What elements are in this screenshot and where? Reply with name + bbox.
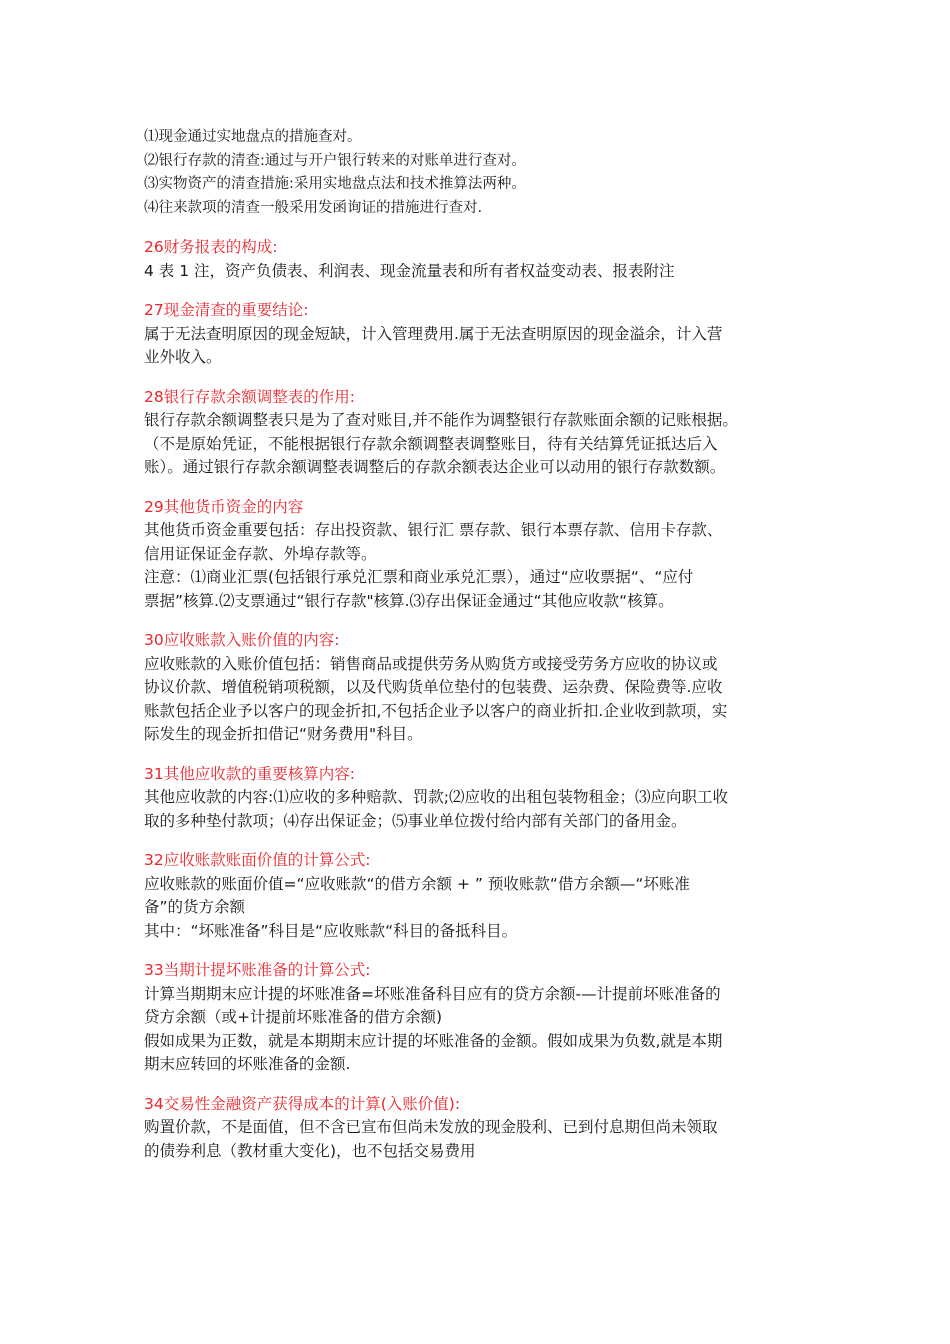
section-31: [144, 763, 810, 834]
body-line: 其他应收款的内容:⑴应收的多种赔款、罚款;⑵应收的出租包装物租金；⑶应向职工收: [144, 788, 728, 806]
section-body: [144, 1116, 810, 1163]
body-line: 应收账款的入账价值包括：销售商品或提供劳务从购货方或接受劳务方应收的协议或: [144, 654, 718, 673]
section-body: [144, 983, 810, 1077]
body-line: 的债券利息（教材重大变化)，也不包括交易费用: [144, 1141, 476, 1160]
body-line: 银行存款余额调整表只是为了查对账目,并不能作为调整银行存款账面余额的记账根据。: [144, 411, 738, 429]
section-28: [144, 386, 810, 480]
body-line: 应收账款的账面价值=“应收账款“的借方余额 + ” 预收账款“借方余额—“坏账准: [144, 874, 690, 893]
section-body: [144, 653, 810, 747]
body-line: 属于无法查明原因的现金短缺，计入管理费用.属于无法查明原因的现金溢余，计入营: [144, 324, 723, 343]
section-33: [144, 959, 810, 1077]
body-line: 4 表 1 注，资产负债表、利润表、现金流量表和所有者权益变动表、报表附注: [144, 261, 675, 280]
body-line: 购置价款，不是面值，但不含已宣布但尚未发放的现金股利、已到付息期但尚未领取: [144, 1118, 718, 1136]
body-line: 信用证保证金存款、外埠存款等。: [144, 544, 377, 563]
section-32: [144, 849, 810, 943]
section-heading: 26财务报表的构成:: [144, 238, 278, 256]
body-line: 业外收入。: [144, 348, 222, 366]
body-line: 账款包括企业予以客户的现金折扣,不包括企业予以客户的商业折扣.企业收到款项，实: [144, 701, 728, 720]
body-line: 计算当期期末应计提的坏账准备=坏账准备科目应有的贷方余额-—计提前坏账准备的: [144, 984, 721, 1003]
body-line: 期末应转回的坏账准备的金额.: [144, 1055, 351, 1073]
section-heading: 30应收账款入账价值的内容:: [144, 631, 340, 649]
body-line: 协议价款、增值税销项税额，以及代购货单位垫付的包装费、运杂费、保险费等.应收: [144, 678, 723, 696]
body-line: （不是原始凭证，不能根据银行存款余额调整表调整账目，待有关结算凭证抵达后入: [144, 434, 718, 453]
body-line: 账）。通过银行存款余额调整表调整后的存款余额表达企业可以动用的银行存款数额。: [144, 458, 726, 476]
section-body: [144, 786, 810, 833]
section-heading: 34交易性金融资产获得成本的计算(入账价值):: [144, 1094, 461, 1113]
section-heading: 27现金清查的重要结论:: [144, 301, 309, 319]
document-page: [144, 126, 810, 1163]
section-27: [144, 299, 810, 370]
section-30: [144, 629, 810, 747]
section-body: [144, 873, 810, 944]
body-line: 注意：⑴商业汇票(包括银行承兑汇票和商业承兑汇票），通过“应收票据“、“应付: [144, 568, 694, 586]
intro-list: [144, 126, 810, 220]
body-line: 际发生的现金折扣借记“财务费用"科目。: [144, 725, 423, 743]
section-heading: 32应收账款账面价值的计算公式:: [144, 851, 371, 869]
body-line: 其他货币资金重要包括：存出投资款、银行汇 票存款、银行本票存款、信用卡存款、: [144, 521, 723, 539]
section-26: [144, 236, 810, 283]
intro-item: ⑴现金通过实地盘点的措施查对。: [144, 129, 362, 145]
section-34: [144, 1093, 810, 1164]
body-line: 贷方余额（或+计提前坏账准备的借方余额): [144, 1008, 443, 1026]
section-body: [144, 323, 810, 370]
section-body: [144, 409, 810, 480]
body-line: 备”的货方余额: [144, 898, 246, 916]
section-heading: 28银行存款余额调整表的作用:: [144, 387, 355, 406]
intro-item: ⑶实物资产的清查措施:采用实地盘点法和技术推算法两种。: [144, 176, 526, 192]
body-line: 其中：“坏账准备”科目是“应收账款“科目的备抵科目。: [144, 921, 518, 940]
section-body: [144, 519, 810, 613]
body-line: 假如成果为正数，就是本期期末应计提的坏账准备的金额。假如成果为负数,就是本期: [144, 1031, 723, 1050]
intro-item: ⑵银行存款的清查:通过与开户银行转来的对账单进行查对。: [144, 152, 526, 169]
section-29: [144, 496, 810, 614]
section-heading: 31其他应收款的重要核算内容:: [144, 764, 355, 783]
intro-item: ⑷往来款项的清查一般采用发函询证的措施进行查对.: [144, 199, 483, 216]
section-body: [144, 260, 810, 284]
body-line: 取的多种垫付款项；⑷存出保证金；⑸事业单位拨付给内部有关部门的备用金。: [144, 811, 687, 830]
section-heading: 29其他货币资金的内容: [144, 497, 304, 516]
section-heading: 33当期计提坏账准备的计算公式:: [144, 961, 371, 979]
body-line: 票据”核算.⑵支票通过“银行存款"核算.⑶存出保证金通过“其他应收款“核算。: [144, 591, 674, 610]
